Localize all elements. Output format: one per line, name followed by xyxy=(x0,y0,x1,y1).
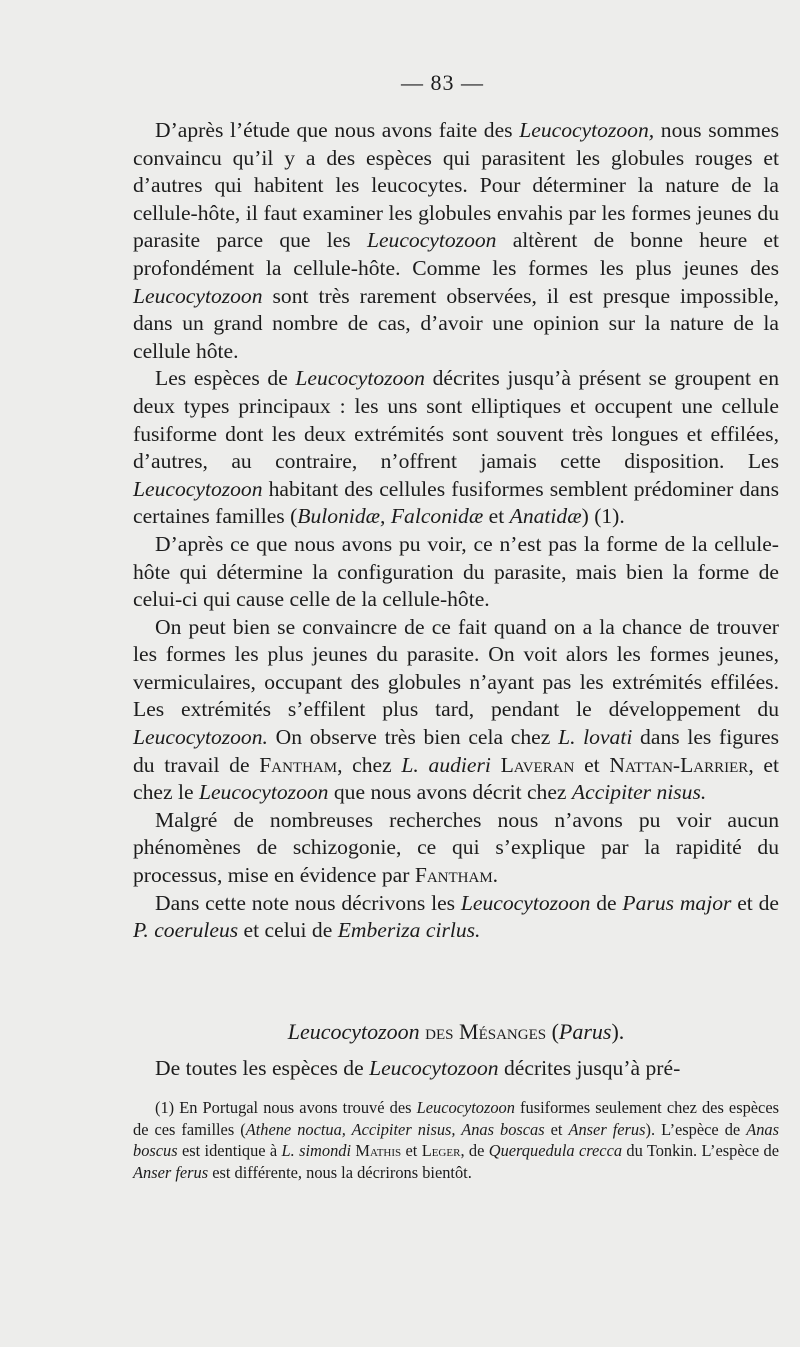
italic-term: Leucocytozoon xyxy=(366,228,497,253)
paragraph: On peut bien se convaincre de ce fait quand on a la chance de trouver les formes les plus jeunes du parasite. On voit alors les formes jeunes, vermiculaires, occupant des globules n’ayant pas les extrémités effilées. Les extrémités s’effilent plus tard, pendant le développement du Leucocytozoon. On observe très bien cela chez L. lovati dans les figures du travail de Fantham, chez L. audieri Laveran et Nattan-Larrier, et chez le Leucocytozoon que nous avons décrit chez Accipiter nisus. xyxy=(133,614,779,805)
italic-term: Anas boscus xyxy=(133,1119,779,1161)
author-name: Mathis xyxy=(355,1141,402,1161)
italic-term: L. audieri xyxy=(401,752,491,777)
author-name: des Mésanges xyxy=(425,1019,547,1044)
italic-term: Anser ferus xyxy=(133,1163,209,1183)
italic-term: Accipiter nisus. xyxy=(571,780,707,805)
paragraph: Les espèces de Leucocytozoon décrites jusqu’à présent se groupent en deux types principaux : les uns sont elliptiques et occupent une cellule fusiforme dont les deux extrémités sont souvent très longues et effilées, d’autres, au contraire, n’offrent jamais cette disposition. Les Leucocytozoon habitant des cellules fusiformes semblent prédominer dans certaines familles (Bulonidæ, Falconidæ et Anatidæ) (1). xyxy=(133,366,779,529)
italic-term: Leucocytozoon xyxy=(295,366,425,391)
italic-term: Athene noctua, Accipiter nisus, Anas boscas xyxy=(245,1119,545,1139)
author-name: Leger xyxy=(421,1141,461,1161)
author-name: Fantham xyxy=(414,863,493,888)
italic-term: Anatidæ xyxy=(509,504,582,529)
body-text xyxy=(133,117,779,945)
paragraph: Malgré de nombreuses recherches nous n’avons pu voir aucun phénomènes de schizogonie, ce qui s’explique par la rapidité du processus, mise en évidence par Fantham. xyxy=(133,807,779,888)
italic-term: Leucocytozoon xyxy=(198,780,329,805)
italic-term: Leucocytozoon xyxy=(416,1098,515,1117)
italic-term: Leucocytozoon xyxy=(369,1056,499,1080)
author-name: Nattan-Larrier xyxy=(609,752,749,777)
italic-term: Leucocytozoon xyxy=(287,1019,420,1044)
author-name: Fantham xyxy=(259,752,338,777)
paragraph: De toutes les espèces de Leucocytozoon décrites jusqu’à pré- xyxy=(155,1056,681,1080)
italic-term: L. lovati xyxy=(558,725,633,750)
italic-term: Leucocytozoon, xyxy=(519,118,655,142)
italic-term: P. coeruleus xyxy=(133,918,239,943)
italic-term: Leucocytozoon xyxy=(460,890,591,915)
author-name: Laveran xyxy=(500,752,575,777)
italic-term: L. simondi xyxy=(281,1141,352,1161)
italic-term: Leucocytozoon xyxy=(133,476,263,501)
paragraph: D’après l’étude que nous avons faite des Leucocytozoon, nous sommes convaincu qu’il y a des espèces qui parasitent les globules rouges et d’autres qui habitent les leucocytes. Pour déterminer la nature de la cellule-hôte, il faut examiner les globules envahis par les formes jeunes du parasite parce que les Leucocytozoon altèrent de bonne heure et profondément la cellule-hôte. Comme les formes les plus jeunes des Leucocytozoon sont très rarement observées, il est presque impossible, dans un grand nombre de cas, d’avoir une opinion sur la nature de la cellule hôte. xyxy=(133,118,779,363)
italic-term: Leucocytozoon. xyxy=(133,725,268,750)
italic-term: Leucocytozoon xyxy=(133,283,263,308)
paragraph: Dans cette note nous décrivons les Leucocytozoon de Parus major et de P. coeruleus et celui de Emberiza cirlus. xyxy=(133,890,779,943)
italic-term: Parus xyxy=(558,1019,612,1044)
italic-term: Parus major xyxy=(622,890,732,915)
italic-term: Anser ferus xyxy=(568,1119,646,1139)
footnote: (1) En Portugal nous avons trouvé des Leucocytozoon fusiformes seulement chez des espèces de ces familles (Athene noctua, Accipiter nisus, Anas boscas et Anser ferus). L’espèce de Anas boscus est identique à L. simondi Mathis et Leger, de Querquedula crecca du Tonkin. L’espèce de Anser ferus est différente, nous la décrirons bientôt. xyxy=(133,1098,779,1183)
italic-term: Emberiza cirlus. xyxy=(337,918,481,943)
page-number: — 83 — xyxy=(401,70,484,95)
italic-term: Bulonidæ, Falconidæ xyxy=(297,504,484,529)
italic-term: Querquedula crecca xyxy=(488,1141,623,1161)
section-heading: Leucocytozoon des Mésanges (Parus). xyxy=(287,1019,625,1044)
paragraph: D’après ce que nous avons pu voir, ce n’est pas la forme de la cellule-hôte qui détermine la configuration du parasite, mais bien la forme de celui-ci qui cause celle de la cellule-hôte. xyxy=(133,531,779,612)
